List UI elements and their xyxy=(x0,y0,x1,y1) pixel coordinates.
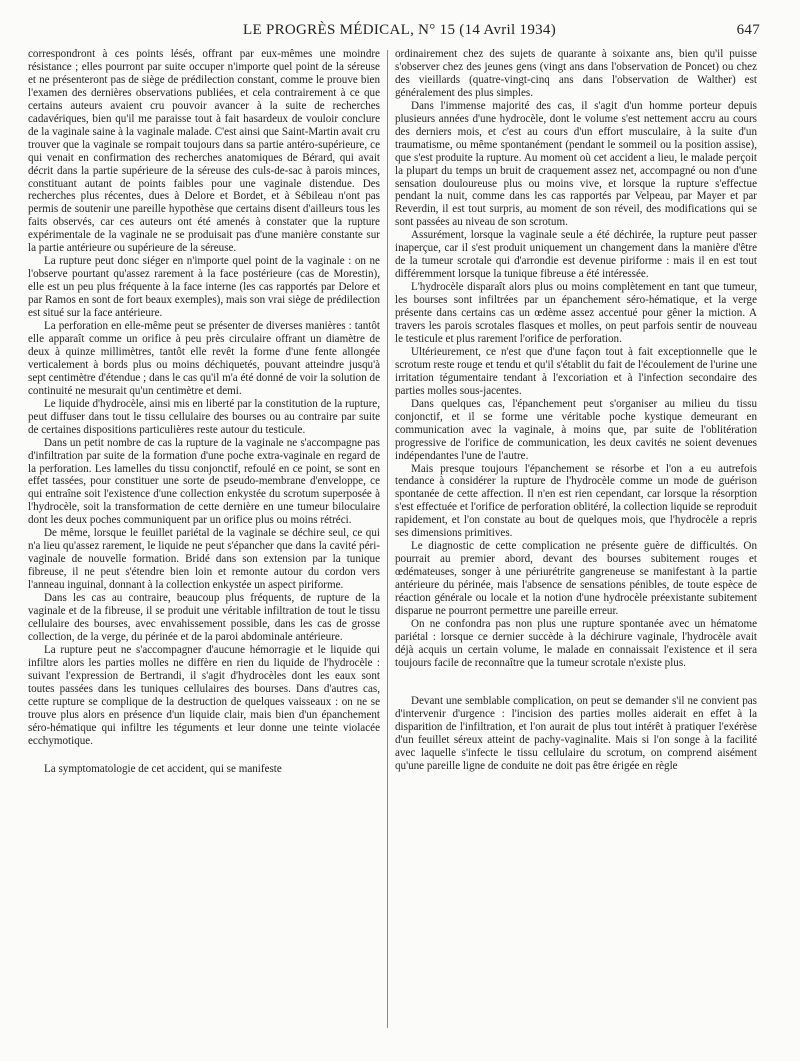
paragraph: Dans un petit nombre de cas la rupture de la vaginale ne s'accompagne pas d'infiltration par suite de la formation d'une poche extra-vaginale en regard de la perforation. Les lamelles du tissu conjonctif, refoulé en ce point, se sont en effet tassées, pour constituer une sorte de pseudo-membrane d'enveloppe, ce qui entraîne soit l'existence d'une collection enkystée du scrotum superposée à l'hydrocèle, soit la transformation de cette dernière en une tumeur biloculaire dont les deux poches communiquent par un orifice plus ou moins rétréci. xyxy=(28,436,380,527)
paragraph: La symptomatologie de cet accident, qui se manifeste xyxy=(44,763,282,776)
paragraph: Assurément, lorsque la vaginale seule a été déchirée, la rupture peut passer inaperçue, car il s'est produit uniquement un changement dans la manière d'être de la tumeur scrotale qui d'arrondie est devenue piriforme : mais il en est tout différemment lorsque la tunique fibreuse a été intéressée. xyxy=(395,229,757,281)
paragraph: La perforation en elle-même peut se présenter de diverses manières : tantôt elle apparaît comme un orifice à peu près circulaire offrant un diamètre de deux à quinze millimètres, tantôt elle revêt la forme d'une fente allongée verticalement à bords plus ou moins déchiquetés, pouvant atteindre jusqu'à sept centimètre d'étendue ; dans le cas qu'il m'a été donné de voir la solution de continuité ne mesurait qu'un centimètre et demi. xyxy=(28,320,380,397)
paragraph: Dans les cas au contraire, beaucoup plus fréquents, de rupture de la vaginale et de la fibreuse, il se produit une véritable infiltration de tout le tissu cellulaire des bourses, avec envahissement possible, dans les cas de grosse collection, de la verge, du périnée et de la paroi abdominale antérieure. xyxy=(28,592,380,643)
paragraph: Devant une semblable complication, on peut se demander s'il ne convient pas d'intervenir d'urgence : l'incision des parties molles aiderait en effet à la disparition de l'infiltration, et l'on aurait de plus tout intérêt à pratiquer l'exérèse d'un feuillet séreux atteint de pachy-vaginalite. Mais si l'on songe à la facilité avec laquelle s'infecte le tissu cellulaire du scrotum, on comprend aisément qu'une pareille ligne de conduite ne doit pas être érigée en règle xyxy=(395,694,757,772)
running-header xyxy=(30,22,770,42)
journal-title: LE PROGRÈS MÉDICAL, N° 15 (14 Avril 1934) xyxy=(243,22,557,38)
paragraph: Mais presque toujours l'épanchement se résorbe et l'on a eu autrefois tendance à considérer la rupture de l'hydrocèle comme un mode de guérison spontanée de cette affection. Il n'en est rien cependant, car lorsque la résorption s'est effectuée et l'orifice de perforation oblitéré, la collection liquide se reproduit rapidement, et l'on constate au bout de quelques mois, que l'hydrocèle a repris ses dimensions primitives. xyxy=(395,462,757,540)
left-column xyxy=(28,48,380,776)
paragraph: ordinairement chez des sujets de quarante à soixante ans, bien qu'il puisse s'observer chez des jeunes gens (vingt ans dans l'observation de Poncet) ou chez des vieillards (quatre-vingt-cinq ans dans l'observation de Walther) est généralement des plus simples. xyxy=(395,48,757,99)
column-divider xyxy=(387,50,388,1028)
right-column xyxy=(395,48,757,772)
paragraph: Ultérieurement, ce n'est que d'une façon tout à fait exceptionnelle que le scrotum reste rouge et tendu et qu'il s'établit du fait de l'écoulement de l'urine une irritation tégumentaire tendant à l'excoriation et à l'infection secondaire des parties molles sous-jacentes. xyxy=(395,345,757,397)
paragraph: Le diagnostic de cette complication ne présente guère de difficultés. On pourrait au premier abord, devant des bourses subitement rouges et œdémateuses, songer à une périurétrite gangreneuse se manifestant à la partie antérieure du périnée, mais l'absence de sensations pénibles, de toute espèce de réaction générale ou locale et la notion d'une hydrocèle préexistante subitement disparue ne pourront permettre une pareille erreur. xyxy=(395,540,757,617)
paragraph: Dans l'immense majorité des cas, il s'agit d'un homme porteur depuis plusieurs années d'une hydrocèle, dont le volume s'est nettement accru au cours des derniers mois, et c'est au cours d'un effort musculaire, à la suite d'un traumatisme, ou même spontanément (pendant le sommeil ou la position assise), que s'est produite la rupture. Au moment où cet accident a lieu, le malade perçoit la plupart du temps un bruit de craquement assez net, accompagné ou non d'une sensation douloureuse plus ou moins vive, et lorsque la rupture s'effectue pendant la nuit, comme dans les cas rapportés par Velpeau, par Mayer et par Reverdin, il est tout surpris, au moment de son réveil, des modifications qui se sont passées au niveau de son scrotum. xyxy=(395,99,757,229)
paragraph: L'hydrocèle disparaît alors plus ou moins complètement en tant que tumeur, les bourses sont infiltrées par un épanchement séro-hématique, et la verge présente dans certains cas un œdème assez accentué pour gêner la miction. A travers les parois scrotales flasques et molles, on peut parfois sentir de nouveau le testicule et plus rarement l'orifice de perforation. xyxy=(395,281,757,345)
paragraph: Le liquide d'hydrocèle, ainsi mis en liberté par la constitution de la rupture, peut diffuser dans tout le tissu cellulaire des bourses ou au contraire par suite de certaines dispositions particulières reste autour du testicule. xyxy=(28,397,380,436)
paragraph: correspondront à ces points lésés, offrant par eux-mêmes une moindre résistance ; elles pourront par suite occuper n'importe quel point de la séreuse et ne présenteront pas de siège de prédilection constant, comme le prouve bien l'examen des dernières observations publiées, et cela contrairement à ce que certains auteurs avaient cru pouvoir avancer à la suite de recherches cadavériques, bien qu'il me paraisse tout à fait hasardeux de vouloir conclure de la vaginale saine à la vaginale malade. C'est ainsi que Saint-Martin avait cru trouver que la vaginale se rompait toujours dans sa partie antéro-supérieure, ce qui venait en confirmation des recherches anatomiques de Bérard, qui avait décrit dans la partie supérieure de la séreuse des culs-de-sac à parois minces, constituant autant de points faibles pour une vaginale distendue. Des recherches plus récentes, dues à Delore et Bordet, et à Sébileau n'ont pas permis de soutenir une pareille hypothèse que certains disent d'ailleurs tous les faits observés, car ces auteurs ont été amenés à constater que la rupture expérimentale de la vaginale ne se produisait pas d'une manière constante sur la partie antérieure ou supérieure de la séreuse. xyxy=(28,48,380,255)
paragraph: De même, lorsque le feuillet pariétal de la vaginale se déchire seul, ce qui n'a lieu qu'assez rarement, le liquide ne peut s'épancher que dans la cavité péri-vaginale de nouvelle formation. Bridé dans son extension par la tunique fibreuse, il ne peut s'étendre bien loin et remonte autour du cordon vers l'anneau inguinal, donnant à la collection enkystée un aspect piriforme. xyxy=(28,527,380,592)
paragraph: La rupture peut ne s'accompagner d'aucune hémorragie et le liquide qui infiltre alors les parties molles ne diffère en rien du liquide de l'hydrocèle : suivant l'expression de Bertrandi, il s'agit d'hydrocèles dont les eaux sont toutes passées dans les tuniques cellulaires des bourses. Dans d'autres cas, cette rupture se complique de la destruction de quelques vaisseaux : on ne se trouve plus alors en présence d'un liquide clair, mais bien d'un épanchement séro-hématique qui infiltre les téguments et leur donne une teinte violacée ecchymotique. xyxy=(28,643,380,747)
paragraph: Dans quelques cas, l'épanchement peut s'organiser au milieu du tissu conjonctif, et il se forme une véritable poche kystique demeurant en communication avec la vaginale, à moins que, par suite de l'oblitération progressive de l'orifice de communication, les deux cavités ne soient devenues indépendantes l'une de l'autre. xyxy=(395,397,757,462)
page-number: 647 xyxy=(736,22,760,38)
paragraph: La rupture peut donc siéger en n'importe quel point de la vaginale : on ne l'observe pourtant qu'assez rarement à la face postérieure (cas de Morestin), elle est un peu plus fréquente à la face interne (les cas rapportés par Delore et par Ramos en sont de fort beaux exemples), mais son vrai siège de prédilection est situé sur la face antérieure. xyxy=(28,255,380,320)
paragraph: On ne confondra pas non plus une rupture spontanée avec un hématome pariétal : lorsque ce dernier succède à la déchirure vaginale, l'hydrocèle avait déjà acquis un certain volume, le malade en connaissait l'existence et il sera toujours facile de reconnaître que la tumeur scrotale n'existe plus. xyxy=(395,617,757,669)
